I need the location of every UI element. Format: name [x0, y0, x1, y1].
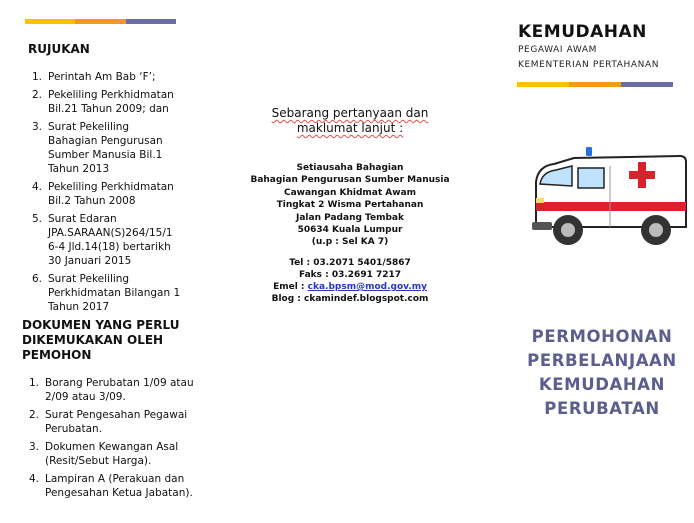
list-item-line: Surat Pekeliling	[48, 121, 130, 133]
list-item-line: Pengesahan Ketua Jabatan).	[45, 487, 193, 499]
list-item-line: Bahagian Pengurusan	[48, 135, 163, 147]
list-item-line: Perkhidmatan Bilangan 1	[48, 287, 181, 299]
enquiry-line-1: Sebarang pertanyaan dan	[271, 106, 429, 120]
list-item-line: Bil.2 Tahun 2008	[48, 195, 136, 207]
address-line: Cawangan Khidmat Awam	[283, 187, 417, 198]
list-item-line: Pekeliling Perkhidmatan	[48, 181, 174, 193]
blog-line: Blog : ckamindef.blogspot.com	[271, 294, 429, 304]
dokumen-list	[23, 376, 228, 504]
left-panel	[0, 0, 230, 523]
dokumen-heading-line: DIKEMUKAKAN OLEH	[22, 333, 164, 347]
cover-title: KEMUDAHAN	[518, 22, 647, 42]
faks-line: Faks : 03.2691 7217	[298, 270, 402, 280]
list-item-line: 2/09 atau 3/09.	[45, 391, 126, 403]
middle-panel	[230, 0, 470, 523]
list-item-line: Sumber Manusia Bil.1	[48, 149, 163, 161]
brochure-title	[510, 325, 694, 421]
list-item	[26, 88, 226, 116]
ambulance-image	[530, 142, 690, 257]
list-item	[26, 70, 226, 84]
list-item-number: 4.	[32, 181, 43, 193]
brochure-title-line: PERUBATAN	[544, 399, 660, 418]
list-item-line: Borang Perubatan 1/09 atau	[45, 377, 194, 389]
list-item-number: 2.	[32, 89, 43, 101]
address-line: Setiausaha Bahagian	[296, 163, 404, 173]
list-item	[26, 212, 226, 268]
brochure-title-line: KEMUDAHAN	[538, 375, 666, 394]
list-item	[26, 120, 226, 176]
decorative-color-bar	[25, 19, 176, 24]
list-item-line: Perintah Am Bab ‘F’;	[48, 71, 156, 83]
list-item-number: 3.	[32, 121, 43, 133]
list-item-line: Bil.21 Tahun 2009; dan	[48, 103, 169, 115]
address-line: (u.p : Sel KA 7)	[311, 237, 389, 248]
list-item-line: JPA.SARAAN(S)264/15/1	[48, 227, 173, 239]
list-item-line: 6-4 Jld.14(18) bertarikh	[48, 241, 171, 253]
rujukan-heading: RUJUKAN	[28, 42, 90, 56]
list-item-line: Surat Edaran	[48, 213, 117, 225]
emel-label: Emel :	[273, 282, 308, 292]
right-panel	[470, 0, 694, 523]
dokumen-heading-line: PEMOHON	[22, 348, 92, 362]
list-item-number: 5.	[32, 213, 43, 225]
list-item	[23, 408, 228, 436]
emel-line	[230, 282, 470, 292]
dokumen-heading-line: DOKUMEN YANG PERLU	[22, 318, 180, 332]
list-item-number: 6.	[32, 273, 43, 285]
list-item-line: 30 Januari 2015	[48, 255, 132, 267]
enquiry-line-2-text: maklumat lanjut :	[296, 121, 404, 135]
dokumen-heading	[22, 318, 179, 363]
list-item-number: 2.	[29, 409, 40, 421]
address-line: Bahagian Pengurusan Sumber Manusia	[250, 175, 450, 186]
list-item-line: Surat Pekeliling	[48, 273, 130, 285]
list-item	[26, 272, 226, 314]
list-item-number: 1.	[29, 377, 40, 389]
list-item-line: Lampiran A (Perakuan dan	[45, 473, 185, 485]
ambulance-icon	[530, 142, 690, 257]
brochure-title-line: PERMOHONAN	[531, 327, 673, 346]
list-item-number: 4.	[29, 473, 40, 485]
tel-line: Tel : 03.2071 5401/5867	[289, 258, 411, 268]
cover-subtitle-1: PEGAWAI AWAM	[518, 45, 598, 55]
address-line: 50634 Kuala Lumpur	[297, 225, 403, 236]
list-item-line: (Resit/Sebut Harga).	[45, 455, 152, 467]
list-item-line: Dokumen Kewangan Asal	[45, 441, 179, 453]
list-item	[23, 440, 228, 468]
address-line: Jalan Padang Tembak	[296, 212, 404, 223]
list-item	[26, 180, 226, 208]
brochure-title-line: PERBELANJAAN	[527, 351, 677, 370]
list-item-line: Tahun 2013	[48, 163, 110, 175]
address-line: Tingkat 2 Wisma Pertahanan	[276, 200, 424, 211]
list-item-line: Perubatan.	[45, 423, 103, 435]
email-link[interactable]: cka.bpsm@mod.gov.my	[307, 282, 427, 292]
list-item-number: 3.	[29, 441, 40, 453]
list-item-line: Tahun 2017	[48, 301, 110, 313]
enquiry-line-2	[230, 121, 470, 135]
list-item-line: Pekeliling Perkhidmatan	[48, 89, 174, 101]
list-item-line: Surat Pengesahan Pegawai	[45, 409, 188, 421]
decorative-color-bar-right	[517, 82, 673, 87]
list-item	[23, 376, 228, 404]
list-item	[23, 472, 228, 500]
cover-subtitle-2: KEMENTERIAN PERTAHANAN	[518, 60, 660, 70]
rujukan-list	[26, 70, 226, 318]
address-block	[230, 162, 470, 249]
list-item-number: 1.	[32, 71, 43, 83]
